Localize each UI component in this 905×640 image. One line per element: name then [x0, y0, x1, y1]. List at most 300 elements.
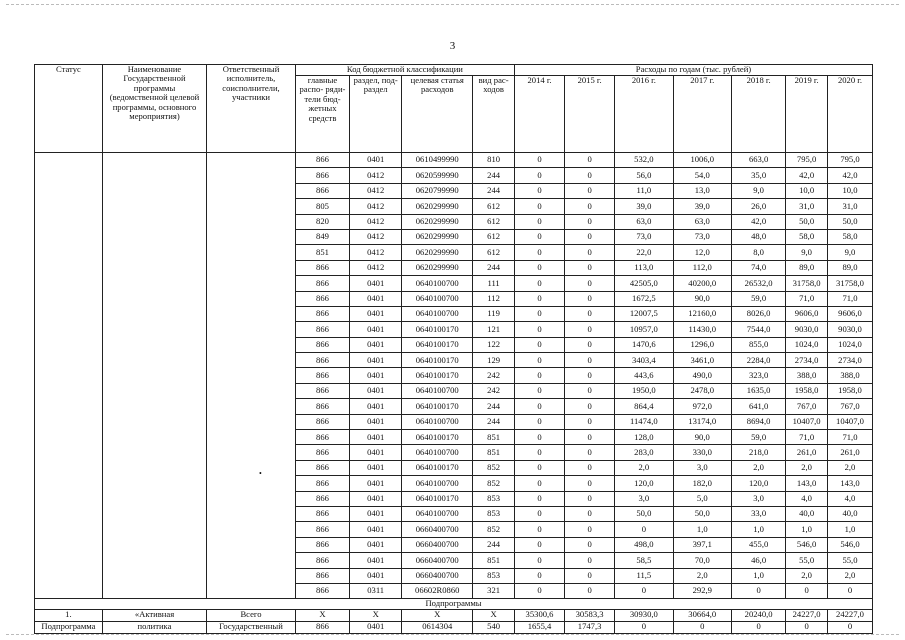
- table-cell: 9,0: [827, 245, 872, 260]
- table-cell: 9,0: [731, 183, 785, 198]
- table-cell: 1296,0: [673, 337, 731, 352]
- table-cell: 9,0: [786, 245, 828, 260]
- table-cell: 0: [514, 399, 564, 414]
- subprogram-total-cell: 30583,3: [565, 610, 615, 622]
- table-cell: 0412: [350, 183, 402, 198]
- table-cell: 143,0: [827, 476, 872, 491]
- program-column-blank: [102, 153, 206, 599]
- table-cell: 283,0: [615, 445, 673, 460]
- table-cell: 59,0: [731, 291, 785, 306]
- table-cell: 0640100700: [402, 476, 473, 491]
- header-program-name: Наименование Государственной программы (ведомственной целевой программы, основного мероприятия): [102, 65, 206, 153]
- table-cell: 0: [514, 506, 564, 521]
- table-cell: 0640100170: [402, 491, 473, 506]
- table-cell: 0640100170: [402, 460, 473, 475]
- table-cell: 2,0: [673, 568, 731, 583]
- table-cell: 0: [565, 445, 615, 460]
- subprogram-name-line2: политика: [102, 622, 206, 634]
- subprogram-cell: 540: [473, 622, 515, 634]
- table-cell: 851: [473, 430, 515, 445]
- table-cell: 0401: [350, 353, 402, 368]
- table-cell: 31758,0: [827, 276, 872, 291]
- table-cell: 2284,0: [731, 353, 785, 368]
- table-cell: 112,0: [673, 260, 731, 275]
- table-cell: 42,0: [731, 214, 785, 229]
- subprogram-status-label: Подпрограмма: [35, 622, 103, 634]
- subprogram-name-line1: «Активная: [102, 610, 206, 622]
- table-cell: 2734,0: [827, 353, 872, 368]
- table-cell: 323,0: [731, 368, 785, 383]
- table-cell: 59,0: [731, 430, 785, 445]
- subprogram-total-cell: X: [350, 610, 402, 622]
- responsible-column-blank: [207, 153, 296, 599]
- table-cell: 0: [565, 399, 615, 414]
- header-main-managers: главные распо- ряди- тели бюд- жетных средств: [295, 76, 349, 153]
- subprogram-cell: 0401: [350, 622, 402, 634]
- table-cell: 866: [295, 260, 349, 275]
- table-cell: 0401: [350, 506, 402, 521]
- table-cell: 810: [473, 153, 515, 168]
- table-cell: 866: [295, 353, 349, 368]
- table-cell: 0: [731, 583, 785, 598]
- table-cell: 143,0: [786, 476, 828, 491]
- table-cell: 820: [295, 214, 349, 229]
- table-cell: 0: [514, 306, 564, 321]
- table-cell: 490,0: [673, 368, 731, 383]
- table-cell: 0620299990: [402, 214, 473, 229]
- table-cell: 50,0: [673, 506, 731, 521]
- table-cell: 0640100170: [402, 399, 473, 414]
- table-cell: 2,0: [786, 460, 828, 475]
- table-cell: 244: [473, 183, 515, 198]
- table-cell: 0: [565, 306, 615, 321]
- status-column-blank: [35, 153, 103, 599]
- table-cell: 851: [473, 445, 515, 460]
- table-cell: 866: [295, 368, 349, 383]
- table-cell: 244: [473, 399, 515, 414]
- table-cell: 71,0: [786, 291, 828, 306]
- table-cell: 1024,0: [786, 337, 828, 352]
- table-cell: 3403,4: [615, 353, 673, 368]
- table-cell: 663,0: [731, 153, 785, 168]
- table-cell: 0: [514, 291, 564, 306]
- table-cell: 0412: [350, 229, 402, 244]
- table-cell: 12007,5: [615, 306, 673, 321]
- table-cell: 112: [473, 291, 515, 306]
- table-cell: 866: [295, 476, 349, 491]
- table-cell: 0: [514, 183, 564, 198]
- table-cell: 2734,0: [786, 353, 828, 368]
- table-cell: 0: [514, 337, 564, 352]
- table-cell: 10957,0: [615, 322, 673, 337]
- table-cell: 11474,0: [615, 414, 673, 429]
- table-cell: 244: [473, 537, 515, 552]
- header-year-2015: 2015 г.: [565, 76, 615, 153]
- table-cell: 06602R0860: [402, 583, 473, 598]
- table-cell: 1958,0: [827, 383, 872, 398]
- header-year-2014: 2014 г.: [514, 76, 564, 153]
- table-cell: 0: [565, 214, 615, 229]
- table-cell: 73,0: [615, 229, 673, 244]
- table-cell: 42,0: [827, 168, 872, 183]
- table-cell: 866: [295, 383, 349, 398]
- table-cell: 0401: [350, 399, 402, 414]
- bottom-dashed-border: [6, 634, 899, 635]
- table-cell: 0401: [350, 383, 402, 398]
- table-cell: 0: [514, 276, 564, 291]
- table-cell: 330,0: [673, 445, 731, 460]
- subprogram-status-number: 1.: [35, 610, 103, 622]
- table-cell: 0640100170: [402, 353, 473, 368]
- table-cell: 9606,0: [827, 306, 872, 321]
- table-cell: 972,0: [673, 399, 731, 414]
- table-cell: 26,0: [731, 199, 785, 214]
- table-cell: 73,0: [673, 229, 731, 244]
- table-cell: 120,0: [615, 476, 673, 491]
- table-cell: 0401: [350, 476, 402, 491]
- table-cell: 0640100170: [402, 337, 473, 352]
- table-cell: 0: [565, 537, 615, 552]
- table-cell: 0: [514, 491, 564, 506]
- table-cell: 71,0: [786, 430, 828, 445]
- subprogram-total-cell: X: [295, 610, 349, 622]
- table-cell: 1024,0: [827, 337, 872, 352]
- table-cell: 2478,0: [673, 383, 731, 398]
- table-cell: 42505,0: [615, 276, 673, 291]
- table-cell: 388,0: [786, 368, 828, 383]
- subprogram-cell: 0: [673, 622, 731, 634]
- table-cell: 0: [514, 229, 564, 244]
- table-cell: 866: [295, 168, 349, 183]
- table-cell: 0: [514, 476, 564, 491]
- table-cell: 0401: [350, 537, 402, 552]
- table-cell: 866: [295, 322, 349, 337]
- table-cell: 0: [565, 245, 615, 260]
- table-cell: 261,0: [786, 445, 828, 460]
- table-cell: 0: [514, 368, 564, 383]
- table-cell: 39,0: [615, 199, 673, 214]
- table-cell: 866: [295, 153, 349, 168]
- table-cell: 866: [295, 337, 349, 352]
- table-cell: 0640100700: [402, 306, 473, 321]
- header-expenses: Расходы по годам (тыс. рублей): [514, 65, 872, 76]
- subprogram-total-cell: 30664,0: [673, 610, 731, 622]
- table-cell: 866: [295, 414, 349, 429]
- table-cell: 612: [473, 229, 515, 244]
- table-row: [35, 153, 873, 168]
- subprogram-cell: 0: [615, 622, 673, 634]
- table-cell: 443,6: [615, 368, 673, 383]
- table-cell: 63,0: [615, 214, 673, 229]
- table-cell: 1672,5: [615, 291, 673, 306]
- table-cell: 0: [514, 153, 564, 168]
- table-cell: 46,0: [731, 553, 785, 568]
- table-cell: 63,0: [673, 214, 731, 229]
- budget-table: [34, 64, 873, 634]
- table-cell: 612: [473, 245, 515, 260]
- table-cell: 498,0: [615, 537, 673, 552]
- table-cell: 641,0: [731, 399, 785, 414]
- table-cell: 22,0: [615, 245, 673, 260]
- table-cell: 0640100170: [402, 368, 473, 383]
- table-cell: 0660400700: [402, 537, 473, 552]
- page-number: 3: [449, 40, 456, 52]
- table-cell: 866: [295, 291, 349, 306]
- table-cell: 1958,0: [786, 383, 828, 398]
- table-cell: 58,0: [786, 229, 828, 244]
- table-cell: 0401: [350, 445, 402, 460]
- table-cell: 0412: [350, 168, 402, 183]
- table-cell: 866: [295, 183, 349, 198]
- table-cell: 5,0: [673, 491, 731, 506]
- table-cell: 849: [295, 229, 349, 244]
- table-cell: 58,0: [827, 229, 872, 244]
- table-cell: 121: [473, 322, 515, 337]
- header-year-2020: 2020 г.: [827, 76, 872, 153]
- table-cell: 0: [565, 506, 615, 521]
- table-cell: 0: [565, 553, 615, 568]
- table-cell: 866: [295, 522, 349, 537]
- table-cell: 39,0: [673, 199, 731, 214]
- subprogram-total-cell: 24227,0: [786, 610, 828, 622]
- table-cell: 866: [295, 460, 349, 475]
- table-cell: 0: [565, 522, 615, 537]
- table-cell: 1,0: [827, 522, 872, 537]
- header-status: Статус: [35, 65, 103, 153]
- table-cell: 12,0: [673, 245, 731, 260]
- table-cell: 795,0: [786, 153, 828, 168]
- table-cell: 1,0: [731, 568, 785, 583]
- table-cell: 866: [295, 430, 349, 445]
- subprogram-total-label: Всего: [207, 610, 296, 622]
- table-cell: 0640100700: [402, 506, 473, 521]
- top-dashed-border: [6, 4, 899, 5]
- table-cell: 397,1: [673, 537, 731, 552]
- table-cell: 866: [295, 399, 349, 414]
- subprogram-cell: 0: [731, 622, 785, 634]
- table-cell: 0660400700: [402, 522, 473, 537]
- table-cell: 1,0: [786, 522, 828, 537]
- table-cell: 0620299990: [402, 245, 473, 260]
- table-cell: 767,0: [786, 399, 828, 414]
- table-cell: 0: [514, 214, 564, 229]
- header-responsible: Ответственный исполнитель, соисполнители, участники: [207, 65, 296, 153]
- table-cell: 0: [565, 383, 615, 398]
- table-cell: 48,0: [731, 229, 785, 244]
- table-cell: 9030,0: [786, 322, 828, 337]
- table-cell: 0660400700: [402, 553, 473, 568]
- table-cell: 55,0: [786, 553, 828, 568]
- table-cell: 9606,0: [786, 306, 828, 321]
- table-cell: 10407,0: [827, 414, 872, 429]
- table-cell: 546,0: [827, 537, 872, 552]
- table-cell: 866: [295, 276, 349, 291]
- table-cell: 0401: [350, 414, 402, 429]
- table-cell: 866: [295, 537, 349, 552]
- subprogram-total-cell: 24227,0: [827, 610, 872, 622]
- subprogram-responsible: Государственный: [207, 622, 296, 634]
- table-cell: 612: [473, 199, 515, 214]
- table-cell: 7544,0: [731, 322, 785, 337]
- table-cell: 0: [565, 291, 615, 306]
- table-cell: 128,0: [615, 430, 673, 445]
- table-cell: 0: [565, 368, 615, 383]
- table-cell: 71,0: [827, 430, 872, 445]
- table-cell: 388,0: [827, 368, 872, 383]
- table-cell: 2,0: [731, 460, 785, 475]
- header-year-2017: 2017 г.: [673, 76, 731, 153]
- subprogram-cell: 0: [827, 622, 872, 634]
- table-cell: 9030,0: [827, 322, 872, 337]
- header-year-2016: 2016 г.: [615, 76, 673, 153]
- table-cell: 0620299990: [402, 229, 473, 244]
- table-cell: 261,0: [827, 445, 872, 460]
- table-cell: 1,0: [731, 522, 785, 537]
- table-cell: 2,0: [786, 568, 828, 583]
- table-cell: 244: [473, 168, 515, 183]
- table-cell: 866: [295, 491, 349, 506]
- table-cell: 855,0: [731, 337, 785, 352]
- table-cell: 0401: [350, 430, 402, 445]
- subprogram-cell: 0614304: [402, 622, 473, 634]
- table-cell: 0401: [350, 368, 402, 383]
- table-cell: 50,0: [615, 506, 673, 521]
- table-cell: 1635,0: [731, 383, 785, 398]
- table-cell: 0: [514, 383, 564, 398]
- table-cell: 0: [565, 476, 615, 491]
- table-cell: 0401: [350, 522, 402, 537]
- table-cell: 218,0: [731, 445, 785, 460]
- table-cell: 321: [473, 583, 515, 598]
- table-cell: 0412: [350, 214, 402, 229]
- table-cell: 853: [473, 491, 515, 506]
- header-expense-type: вид рас- ходов: [473, 76, 515, 153]
- table-cell: 70,0: [673, 553, 731, 568]
- subprogram-cell: 1747,3: [565, 622, 615, 634]
- table-cell: 3,0: [731, 491, 785, 506]
- table-cell: 0: [514, 322, 564, 337]
- header-budget-code: Код бюджетной классификации: [295, 65, 514, 76]
- table-cell: 10,0: [786, 183, 828, 198]
- table-cell: 0: [565, 153, 615, 168]
- table-cell: 120,0: [731, 476, 785, 491]
- table-cell: 8694,0: [731, 414, 785, 429]
- table-cell: 0412: [350, 260, 402, 275]
- table-cell: 0: [514, 568, 564, 583]
- table-cell: 0: [514, 537, 564, 552]
- table-cell: 0: [514, 260, 564, 275]
- table-cell: 113,0: [615, 260, 673, 275]
- table-cell: 8026,0: [731, 306, 785, 321]
- table-cell: 3461,0: [673, 353, 731, 368]
- table-cell: 0: [615, 583, 673, 598]
- table-cell: 0: [565, 353, 615, 368]
- table-cell: 0640100170: [402, 322, 473, 337]
- table-cell: 0: [615, 522, 673, 537]
- table-cell: 866: [295, 506, 349, 521]
- table-cell: 0311: [350, 583, 402, 598]
- table-cell: 54,0: [673, 168, 731, 183]
- table-cell: 42,0: [786, 168, 828, 183]
- table-cell: 2,0: [615, 460, 673, 475]
- table-cell: 0: [565, 460, 615, 475]
- table-cell: 0: [514, 353, 564, 368]
- table-cell: 119: [473, 306, 515, 321]
- table-cell: 0401: [350, 291, 402, 306]
- table-cell: 11,5: [615, 568, 673, 583]
- table-cell: 0: [514, 445, 564, 460]
- table-cell: 866: [295, 445, 349, 460]
- subprogram-total-cell: X: [473, 610, 515, 622]
- table-cell: 11,0: [615, 183, 673, 198]
- table-cell: 0: [827, 583, 872, 598]
- table-cell: 0: [514, 583, 564, 598]
- table-cell: 851: [473, 553, 515, 568]
- table-cell: 546,0: [786, 537, 828, 552]
- table-cell: 0401: [350, 568, 402, 583]
- header-year-2018: 2018 г.: [731, 76, 785, 153]
- table-cell: 0: [786, 583, 828, 598]
- table-cell: 866: [295, 568, 349, 583]
- table-cell: 10,0: [827, 183, 872, 198]
- table-cell: 866: [295, 553, 349, 568]
- table-cell: 31758,0: [786, 276, 828, 291]
- table-cell: 242: [473, 368, 515, 383]
- table-cell: 182,0: [673, 476, 731, 491]
- table-cell: 292,9: [673, 583, 731, 598]
- table-cell: 0: [565, 583, 615, 598]
- table-cell: 0620799990: [402, 183, 473, 198]
- table-cell: 11430,0: [673, 322, 731, 337]
- table-cell: 852: [473, 460, 515, 475]
- table-cell: 26532,0: [731, 276, 785, 291]
- subprogram-cell: 866: [295, 622, 349, 634]
- table-body: [35, 153, 873, 599]
- table-cell: 0401: [350, 337, 402, 352]
- table-cell: 0401: [350, 153, 402, 168]
- table-cell: 866: [295, 583, 349, 598]
- table-cell: 0: [514, 168, 564, 183]
- table-cell: 1006,0: [673, 153, 731, 168]
- table-cell: 1470,6: [615, 337, 673, 352]
- subprogram-total-cell: 20240,0: [731, 610, 785, 622]
- table-cell: 864,4: [615, 399, 673, 414]
- table-cell: 0: [565, 414, 615, 429]
- table-cell: 90,0: [673, 291, 731, 306]
- table-cell: 0: [514, 522, 564, 537]
- table-cell: 55,0: [827, 553, 872, 568]
- table-cell: 111: [473, 276, 515, 291]
- table-cell: 0: [565, 322, 615, 337]
- table-cell: 853: [473, 568, 515, 583]
- table-cell: 0412: [350, 245, 402, 260]
- table-cell: 74,0: [731, 260, 785, 275]
- table-cell: 12160,0: [673, 306, 731, 321]
- table-cell: 0620299990: [402, 260, 473, 275]
- table-cell: 0620599990: [402, 168, 473, 183]
- table-cell: 244: [473, 260, 515, 275]
- table-cell: 852: [473, 522, 515, 537]
- table-cell: 129: [473, 353, 515, 368]
- table-cell: 8,0: [731, 245, 785, 260]
- table-cell: 0: [565, 276, 615, 291]
- table-cell: 853: [473, 506, 515, 521]
- table-cell: 31,0: [786, 199, 828, 214]
- table-cell: 0610499990: [402, 153, 473, 168]
- table-cell: 244: [473, 414, 515, 429]
- table-cell: 0: [565, 168, 615, 183]
- table-cell: 0401: [350, 553, 402, 568]
